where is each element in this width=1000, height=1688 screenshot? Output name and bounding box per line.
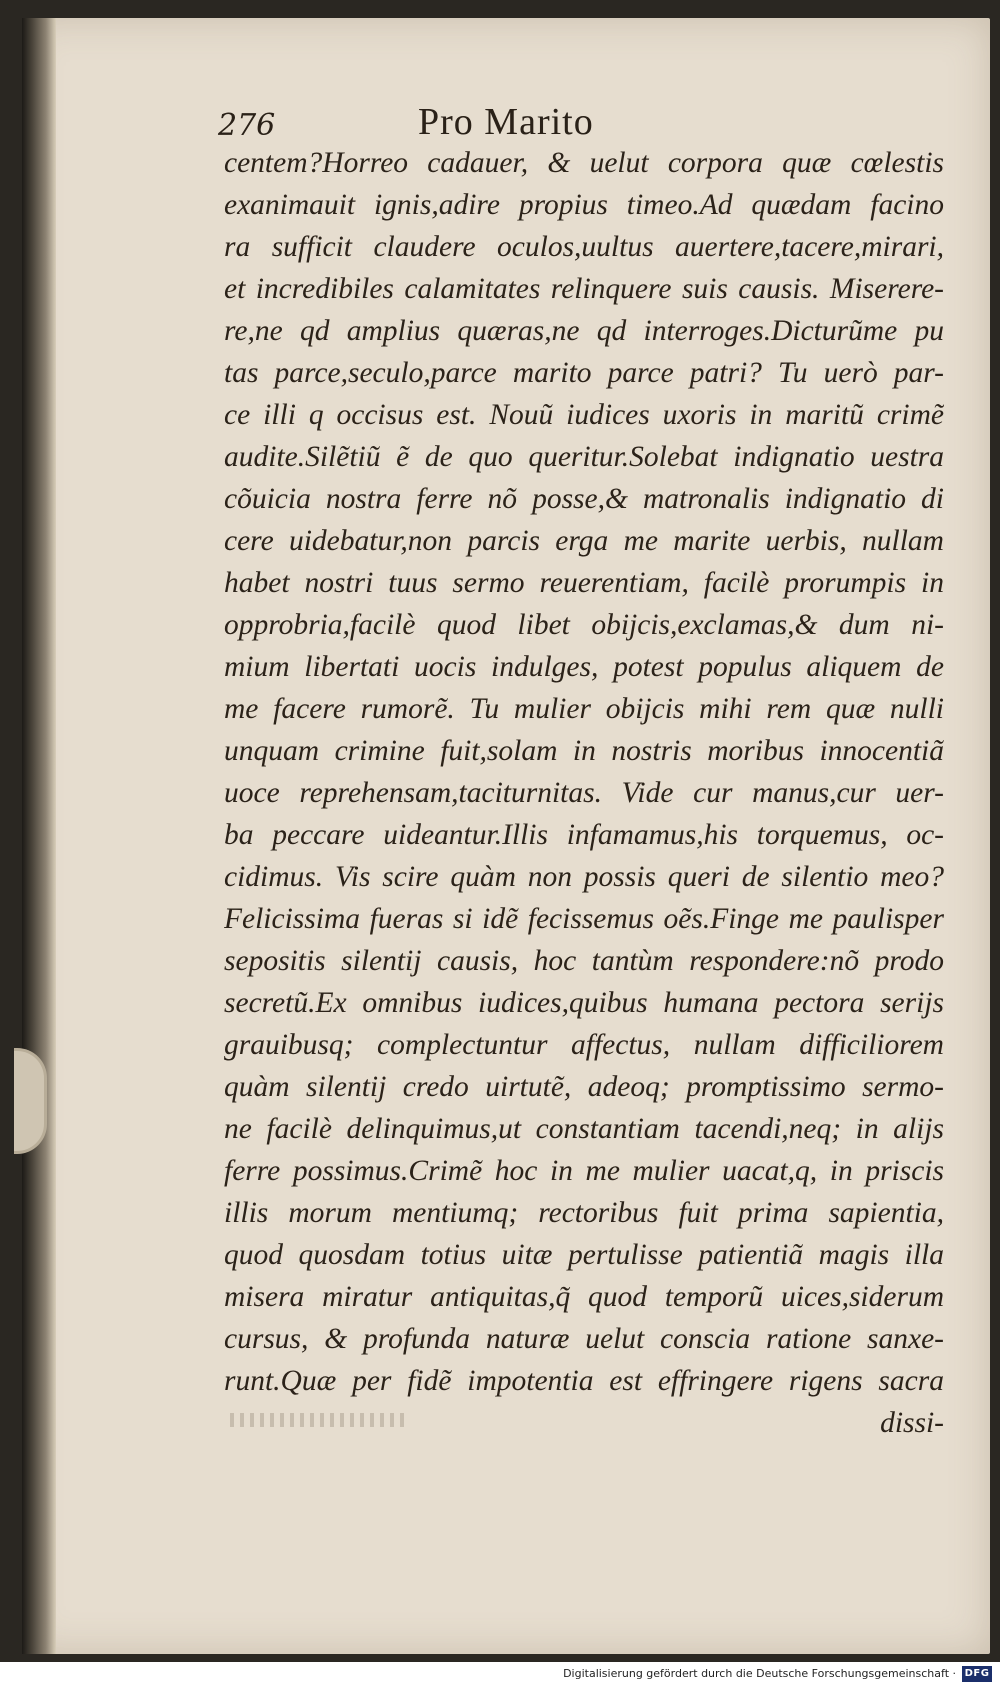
text-line: et incredibiles calamitates relinquere suis causis. Miserere- xyxy=(224,273,944,305)
text-line: re,ne qd amplius quæras,ne qd interroges.Dicturũme pu xyxy=(224,315,944,347)
text-line: exanimauit ignis,adire propius timeo.Ad quædam facino xyxy=(224,189,944,221)
text-line: opprobria,facilè quod libet obijcis,exclamas,& dum ni- xyxy=(224,609,944,641)
text-line: me facere rumorẽ. Tu mulier obijcis mihi rem quæ nulli xyxy=(224,693,944,725)
dfg-logo: DFG xyxy=(962,1666,992,1682)
text-line: secretũ.Ex omnibus iudices,quibus humana pectora serijs xyxy=(224,987,944,1019)
text-line: ba peccare uideantur.Illis infamamus,his torquemus, oc- xyxy=(224,819,944,851)
running-title: Pro Marito xyxy=(418,101,594,143)
text-line: mium libertati uocis indulges, potest populus aliquem de xyxy=(224,651,944,683)
page-clasp xyxy=(14,1048,47,1154)
text-line: ce illi q occisus est. Nouũ iudices uxoris in maritũ crimẽ xyxy=(224,399,944,431)
text-line: quod quosdam totius uitæ pertulisse patientiã magis illa xyxy=(224,1239,944,1271)
text-line: illis morum mentiumq; rectoribus fuit prima sapientia, xyxy=(224,1197,944,1229)
text-line: cursus, & profunda naturæ uelut conscia ratione sanxe- xyxy=(224,1323,944,1355)
text-line: runt.Quæ per fidẽ impotentia est effringere rigens sacra xyxy=(224,1365,944,1397)
text-line: ne facilè delinquimus,ut constantiam tacendi,neq; in alijs xyxy=(224,1113,944,1145)
text-line: ra sufficit claudere oculos,uultus auertere,tacere,mirari, xyxy=(224,231,944,263)
book-gutter xyxy=(22,18,56,1654)
faint-ink-marks xyxy=(230,1413,410,1427)
text-line: ferre possimus.Crimẽ hoc in me mulier uacat,q, in priscis xyxy=(224,1155,944,1187)
text-line: unquam crimine fuit,solam in nostris moribus innocentiã xyxy=(224,735,944,767)
text-line: cõuicia nostra ferre nõ posse,& matronalis indignatio di xyxy=(224,483,944,515)
body-text xyxy=(224,142,944,1444)
text-line: quàm silentij credo uirtutẽ, adeoq; promptissimo sermo- xyxy=(224,1071,944,1103)
funding-credit: Digitalisierung gefördert durch die Deutsche Forschungsgemeinschaft · xyxy=(563,1667,956,1680)
text-line: misera miratur antiquitas,q̃ quod temporũ uices,siderum xyxy=(224,1281,944,1313)
text-line: Felicissima fueras si idẽ fecissemus oẽs.Finge me paulisper xyxy=(224,903,944,935)
page-header xyxy=(218,100,878,148)
text-line: cidimus. Vis scire quàm non possis queri de silentio meo? xyxy=(224,861,944,893)
digitization-footer xyxy=(0,1662,1000,1688)
text-line: centem?Horreo cadauer, & uelut corpora quæ cœlestis xyxy=(224,147,944,179)
text-line: habet nostri tuus sermo reuerentiam, facilè prorumpis in xyxy=(224,567,944,599)
text-line: sepositis silentij causis, hoc tantùm respondere:nõ prodo xyxy=(224,945,944,977)
text-line: audite.Silẽtiũ ẽ de quo queritur.Solebat indignatio uestra xyxy=(224,441,944,473)
page-number: 276 xyxy=(218,108,276,143)
text-line: cere uidebatur,non parcis erga me marite uerbis, nullam xyxy=(224,525,944,557)
text-line: tas parce,seculo,parce marito parce patri? Tu uerò par- xyxy=(224,357,944,389)
text-line: dissi- xyxy=(880,1407,944,1439)
text-line: uoce reprehensam,taciturnitas. Vide cur manus,cur uer- xyxy=(224,777,944,809)
text-line: grauibusq; complectuntur affectus, nullam difficiliorem xyxy=(224,1029,944,1061)
